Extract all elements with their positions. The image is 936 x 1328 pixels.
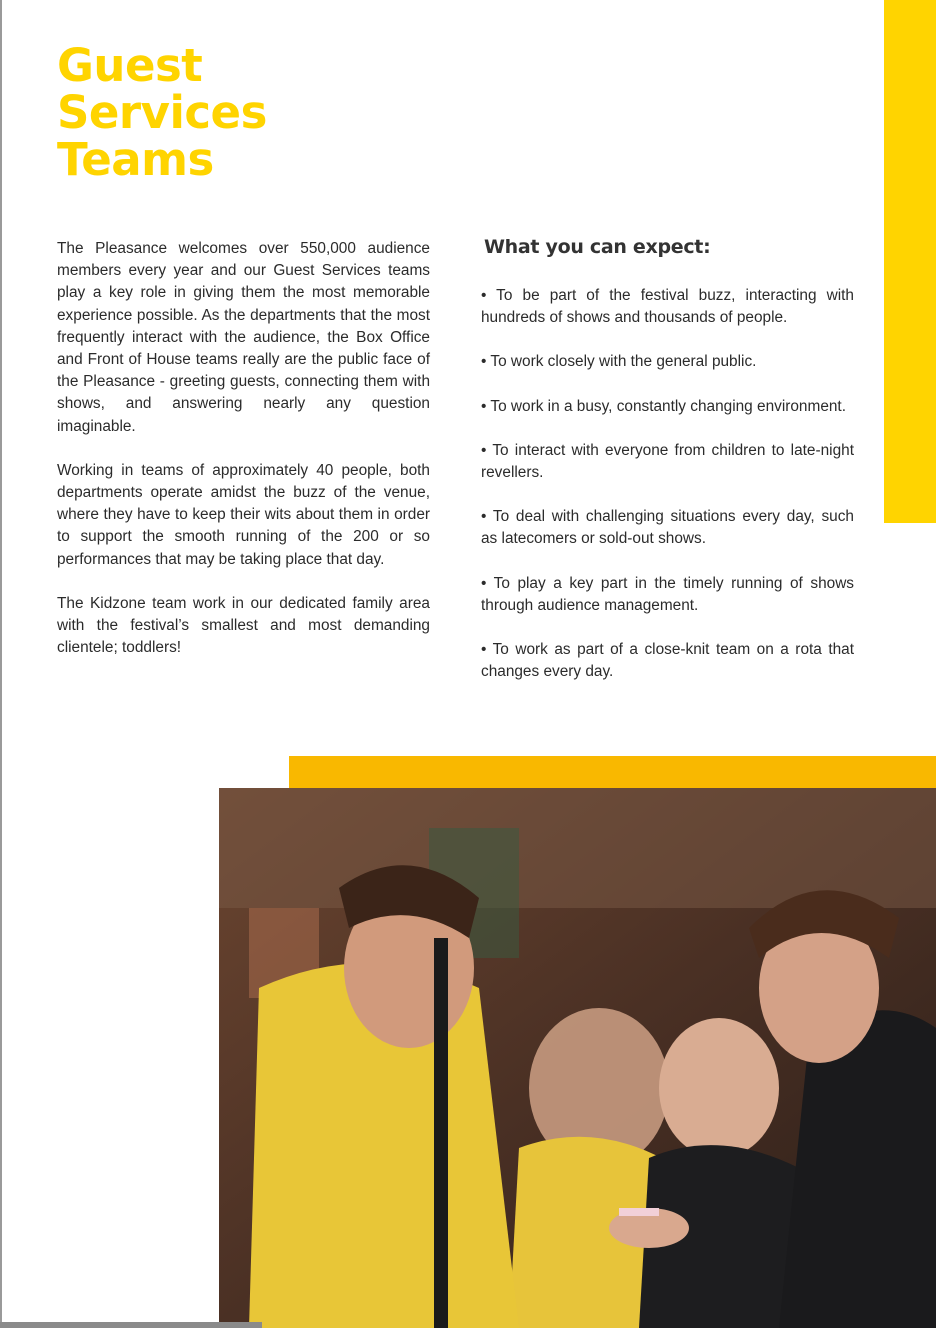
intro-paragraph-3: The Kidzone team work in our dedicated family area with the festival’s smallest and most demanding clientele; toddlers! <box>57 594 430 657</box>
expect-item: • To work in a busy, constantly changing environment. <box>481 397 846 415</box>
expect-heading: What you can expect: <box>484 236 711 258</box>
team-photo <box>219 788 936 1328</box>
expect-list <box>481 285 854 705</box>
page-edge <box>0 0 2 1328</box>
intro-text <box>57 238 430 681</box>
yellow-side-bar <box>884 0 936 523</box>
title-line-3: Teams <box>57 133 214 186</box>
team-photo-illustration <box>219 788 936 1328</box>
expect-item: • To interact with everyone from children to late-night revellers. <box>481 441 854 482</box>
intro-paragraph-2: Working in teams of approximately 40 people, both departments operate amidst the buzz of the venue, where they have to keep their wits about them in order to support the smooth running of the 200 or so performances that may be taking place that day. <box>57 461 430 568</box>
bottom-strip <box>0 1322 262 1328</box>
title-line-1: Guest <box>57 39 203 92</box>
expect-item: • To work as part of a close-knit team on a rota that changes every day. <box>481 641 854 681</box>
intro-paragraph-1: The Pleasance welcomes over 550,000 audience members every year and our Guest Services teams play a key role in giving them the most memorable experience possible. As the departments that the most frequently interact with the audience, the Box Office and Front of House teams really are the public face of the Pleasance - greeting guests, connecting them with shows, and answering nearly any question imaginable. <box>57 240 430 435</box>
expect-item: • To work closely with the general public. <box>481 353 757 371</box>
title-line-2: Services <box>57 86 267 139</box>
page-title <box>57 39 267 186</box>
expect-item: • To be part of the festival buzz, interacting with hundreds of shows and thousands of people. <box>481 287 854 327</box>
orange-accent-band <box>289 756 936 788</box>
expect-item: • To play a key part in the timely running of shows through audience management. <box>481 574 854 614</box>
expect-item: • To deal with challenging situations every day, such as latecomers or sold-out shows. <box>481 508 854 548</box>
